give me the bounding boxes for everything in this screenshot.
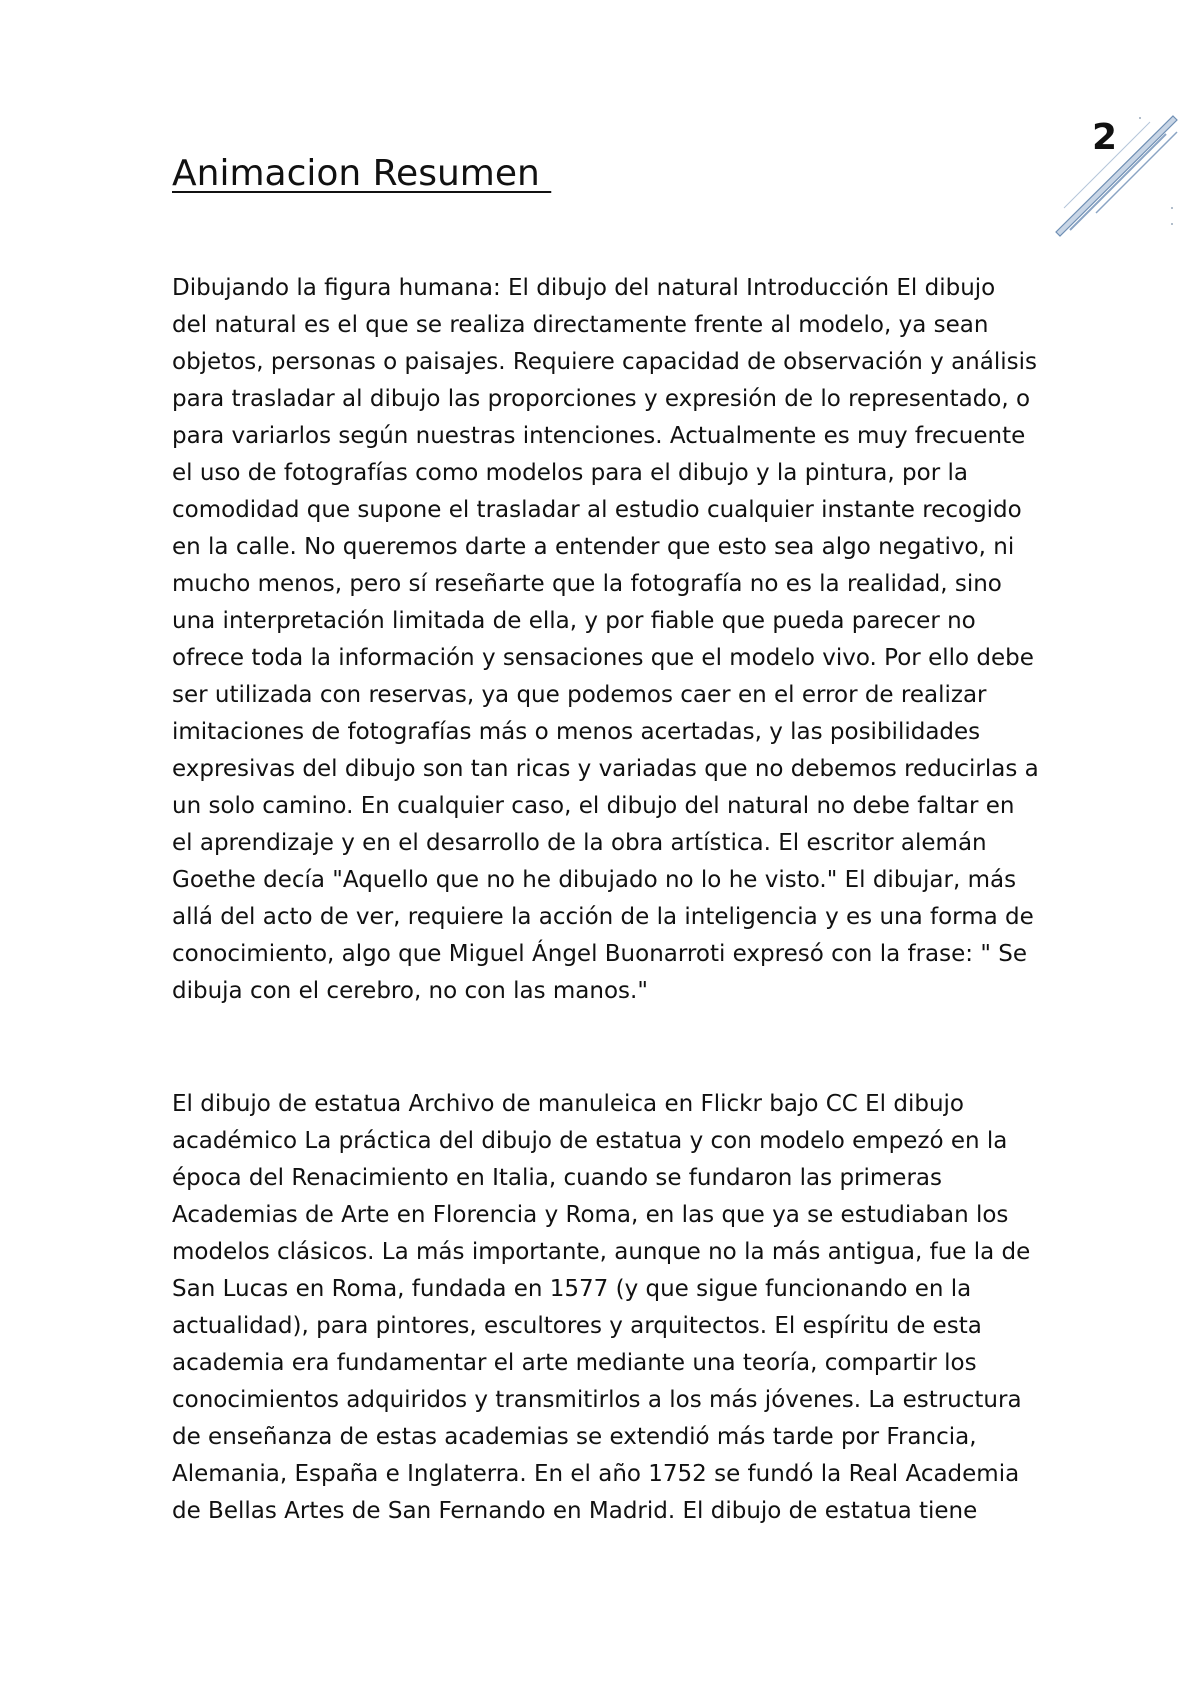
diagonal-stripes-icon [1040, 108, 1180, 244]
text-line: Dibujando la figura humana: El dibujo del natural Introducción El dibujo [172, 275, 996, 301]
text-line: mucho menos, pero sí reseñarte que la fotografía no es la realidad, sino [172, 571, 1002, 597]
text-line: actualidad), para pintores, escultores y arquitectos. El espíritu de esta [172, 1313, 982, 1339]
text-line: el uso de fotografías como modelos para el dibujo y la pintura, por la [172, 460, 968, 486]
text-line: modelos clásicos. La más importante, aunque no la más antigua, fue la de [172, 1239, 1031, 1265]
text-line: comodidad que supone el trasladar al estudio cualquier instante recogido [172, 497, 1022, 523]
text-line: ofrece toda la información y sensaciones que el modelo vivo. Por ello debe [172, 645, 1034, 671]
text-line: imitaciones de fotografías más o menos acertadas, y las posibilidades [172, 719, 981, 745]
text-line: una interpretación limitada de ella, y por fiable que pueda parecer no [172, 608, 976, 634]
text-line: para trasladar al dibujo las proporciones y expresión de lo representado, o [172, 386, 1031, 412]
text-line: Academias de Arte en Florencia y Roma, en las que ya se estudiaban los [172, 1202, 1009, 1228]
text-line: allá del acto de ver, requiere la acción de la inteligencia y es una forma de [172, 904, 1034, 930]
text-line: ser utilizada con reservas, ya que podemos caer en el error de realizar [172, 682, 987, 708]
text-line: objetos, personas o paisajes. Requiere capacidad de observación y análisis [172, 349, 1037, 375]
text-line: en la calle. No queremos darte a entender que esto sea algo negativo, ni [172, 534, 1015, 560]
text-line: San Lucas en Roma, fundada en 1577 (y que sigue funcionando en la [172, 1276, 972, 1302]
text-line: conocimientos adquiridos y transmitirlos a los más jóvenes. La estructura [172, 1387, 1022, 1413]
text-line: para variarlos según nuestras intenciones. Actualmente es muy frecuente [172, 423, 1026, 449]
text-line: del natural es el que se realiza directamente frente al modelo, ya sean [172, 312, 989, 338]
text-line: academia era fundamentar el arte mediante una teoría, compartir los [172, 1350, 977, 1376]
text-line: conocimiento, algo que Miguel Ángel Buonarroti expresó con la frase: " Se [172, 941, 1027, 967]
text-line: dibuja con el cerebro, no con las manos." [172, 978, 648, 1004]
page-number: 2 [1092, 117, 1118, 158]
body-paragraph-1 [172, 270, 1052, 1010]
text-line: un solo camino. En cualquier caso, el dibujo del natural no debe faltar en [172, 793, 1015, 819]
text-line: académico La práctica del dibujo de estatua y con modelo empezó en la [172, 1128, 1008, 1154]
body-paragraph-2 [172, 1086, 1052, 1530]
text-line: de enseñanza de estas academias se extendió más tarde por Francia, [172, 1424, 977, 1450]
page-title: Animacion Resumen [172, 153, 552, 194]
text-line: el aprendizaje y en el desarrollo de la obra artística. El escritor alemán [172, 830, 987, 856]
text-line: época del Renacimiento en Italia, cuando se fundaron las primeras [172, 1165, 942, 1191]
text-line: expresivas del dibujo son tan ricas y variadas que no debemos reducirlas a [172, 756, 1039, 782]
text-line: Goethe decía "Aquello que no he dibujado no lo he visto." El dibujar, más [172, 867, 1017, 893]
text-line: El dibujo de estatua Archivo de manuleica en Flickr bajo CC El dibujo [172, 1091, 965, 1117]
text-line: Alemania, España e Inglaterra. En el año 1752 se fundó la Real Academia [172, 1461, 1020, 1487]
text-line: de Bellas Artes de San Fernando en Madrid. El dibujo de estatua tiene [172, 1498, 978, 1524]
